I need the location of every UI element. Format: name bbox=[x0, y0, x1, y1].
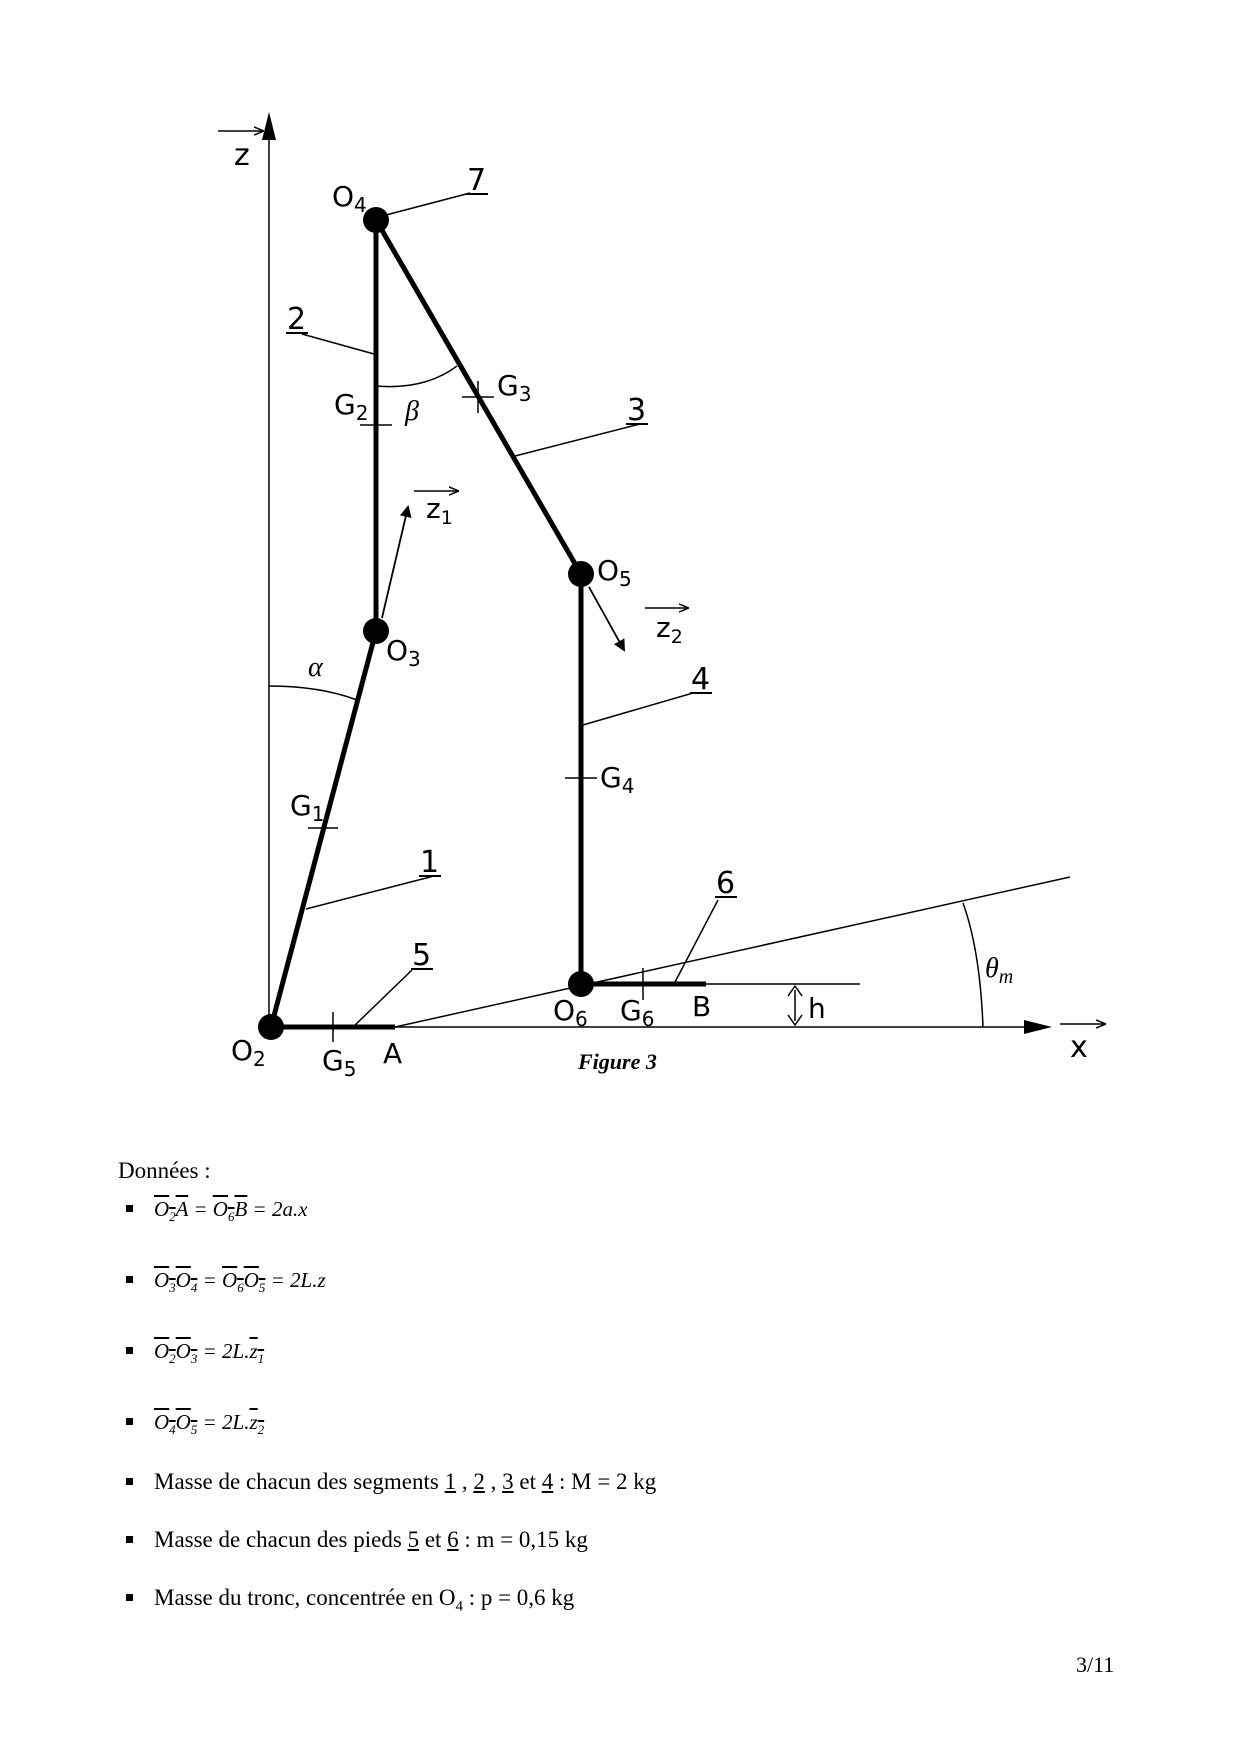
svg-text:5: 5 bbox=[412, 938, 432, 973]
svg-text:2: 2 bbox=[287, 302, 307, 337]
masse-tronc: Masse du tronc, concentrée en $O_4$ : p = 0,6 kg bbox=[154, 1585, 575, 1615]
label-O2: $O_2$ bbox=[231, 1034, 266, 1071]
list-item bbox=[118, 1467, 1118, 1496]
svg-text:1: 1 bbox=[420, 845, 440, 880]
svg-text:4: 4 bbox=[691, 662, 711, 697]
axis-z-label: z bbox=[234, 138, 250, 173]
z2-label: $z_2$ bbox=[656, 611, 683, 648]
segment-number-1 bbox=[419, 845, 441, 880]
svg-text:6: 6 bbox=[716, 866, 736, 901]
joint-O4 bbox=[363, 207, 389, 233]
bullet-icon bbox=[126, 1205, 133, 1212]
label-G1: $G_1$ bbox=[290, 789, 325, 826]
donnees-list bbox=[118, 1194, 1118, 1615]
z1-label: $z_1$ bbox=[426, 492, 453, 529]
leader-7 bbox=[386, 193, 470, 215]
angle-alpha: α bbox=[308, 652, 323, 683]
masse-segments: Masse de chacun des segments 1 , 2 , 3 et 4 : M = 2 kg bbox=[154, 1469, 657, 1494]
label-O6: $O_6$ bbox=[553, 994, 588, 1031]
segment-number-7 bbox=[466, 163, 488, 198]
leader-2 bbox=[302, 334, 374, 354]
bullet-icon bbox=[126, 1418, 133, 1425]
formula-o4o5: $O_4O_5 = 2L.z_2$ bbox=[154, 1410, 265, 1438]
list-item bbox=[118, 1525, 1118, 1554]
joint-O2 bbox=[258, 1014, 284, 1040]
svg-text:7: 7 bbox=[467, 163, 487, 198]
list-item bbox=[118, 1194, 1118, 1223]
segment-number-3 bbox=[626, 393, 648, 428]
segment-number-6 bbox=[715, 866, 737, 901]
page-number: 3/11 bbox=[1076, 1652, 1115, 1677]
bullet-icon bbox=[126, 1347, 133, 1354]
label-O3: $O_3$ bbox=[386, 634, 421, 671]
z1-vector-arrow-icon bbox=[382, 507, 408, 618]
z-axis-arrow-icon bbox=[262, 112, 276, 140]
segment-number-5 bbox=[411, 938, 433, 973]
list-item bbox=[118, 1265, 1118, 1294]
h-label: h bbox=[808, 992, 826, 1025]
angle-beta: β bbox=[405, 396, 419, 427]
leader-6 bbox=[674, 900, 718, 984]
label-G4: $G_4$ bbox=[600, 761, 635, 798]
leader-5 bbox=[353, 970, 412, 1027]
bullet-icon bbox=[126, 1276, 133, 1283]
joint-O5 bbox=[568, 561, 594, 587]
list-item bbox=[118, 1583, 1118, 1615]
leader-3 bbox=[515, 424, 640, 456]
axis-x-label: x bbox=[1070, 1030, 1088, 1065]
formula-o2a-o6b: $O_2A = O_6B$ = 2a.x⃗ bbox=[154, 1197, 324, 1225]
label-B: B bbox=[692, 990, 712, 1023]
segment-number-2 bbox=[286, 302, 308, 337]
bullet-icon bbox=[126, 1478, 133, 1485]
list-item bbox=[118, 1407, 1118, 1436]
beta-arc bbox=[376, 366, 457, 387]
donnees-title: Données : bbox=[118, 1158, 211, 1183]
label-G2: $G_2$ bbox=[334, 388, 369, 425]
leader-1 bbox=[306, 876, 434, 909]
leader-4 bbox=[583, 693, 693, 725]
list-item bbox=[118, 1336, 1118, 1365]
figure-caption: Figure 3 bbox=[578, 1049, 657, 1074]
bullet-icon bbox=[126, 1536, 133, 1543]
x-axis-arrow-icon bbox=[1024, 1020, 1052, 1034]
theta-arc bbox=[963, 903, 983, 1027]
label-G5: $G_5$ bbox=[322, 1044, 357, 1081]
label-G3: $G_3$ bbox=[497, 369, 532, 406]
formula-o3o4-o6o5: $O_3O_4 = O_6O_5$ = 2L.z⃗ bbox=[154, 1268, 342, 1296]
label-A: A bbox=[383, 1037, 403, 1070]
svg-text:3: 3 bbox=[627, 393, 647, 428]
angle-theta: $\theta_m$ bbox=[985, 953, 1014, 988]
label-O4: $O_4$ bbox=[332, 180, 367, 217]
label-O5: $O_5$ bbox=[597, 554, 632, 591]
z2-vector-arrow-icon bbox=[589, 587, 624, 650]
formula-o2o3: $O_2O_3 = 2L.z_1$ bbox=[154, 1339, 265, 1367]
alpha-arc bbox=[269, 686, 357, 700]
segment-number-4 bbox=[690, 662, 712, 697]
bullet-icon bbox=[126, 1594, 133, 1601]
label-G6: $G_6$ bbox=[620, 994, 655, 1031]
masse-pieds: Masse de chacun des pieds 5 et 6 : m = 0,15 kg bbox=[154, 1527, 588, 1552]
